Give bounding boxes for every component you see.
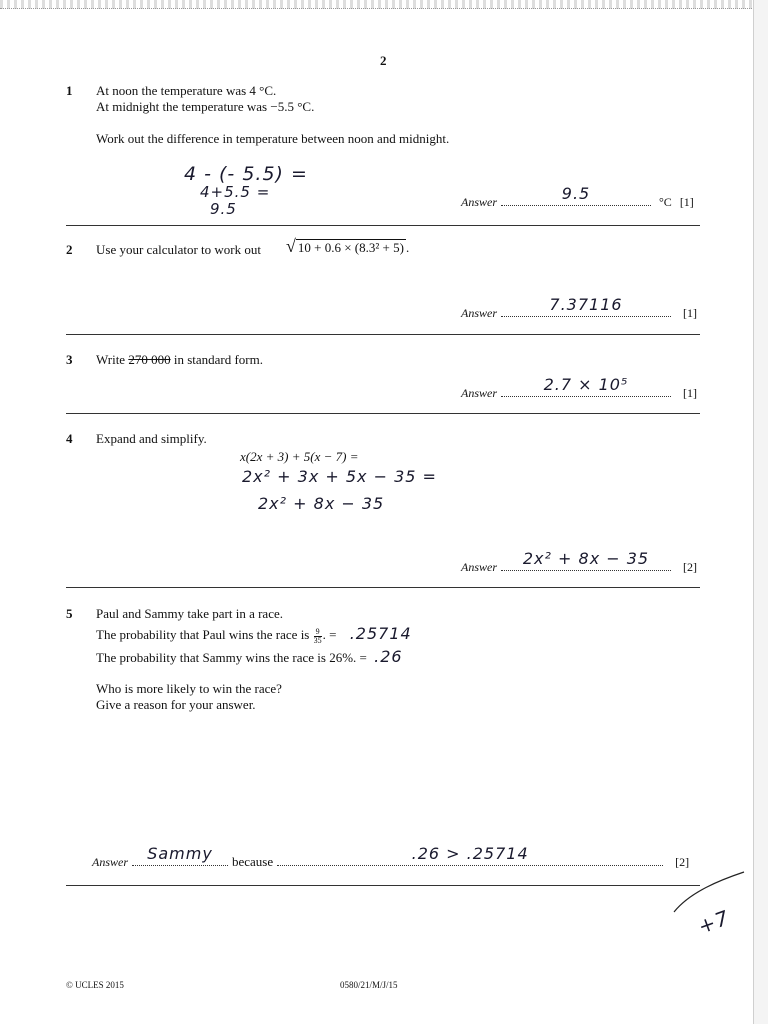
q4-answer-field[interactable] [501,549,671,571]
q4-working-2: 2x² + 8x − 35 [258,494,385,513]
divider-3 [66,413,700,414]
footer-paper-code: 0580/21/M/J/15 [340,980,398,990]
answer-label: Answer [461,560,497,574]
q2-text: Use your calculator to work out [96,242,261,257]
q1-answer-field[interactable] [501,184,651,206]
q1-line-1: At noon the temperature was 4 °C. [96,83,277,98]
q3-text-number: 270 000 [128,352,171,367]
q1-working-2: 4+5.5 = [200,183,271,201]
answer-label: Answer [461,195,497,209]
divider-2 [66,334,700,335]
q1-answer-value: 9.5 [561,184,591,203]
question-number-4: 4 [66,431,73,446]
question-number-2: 2 [66,242,73,257]
q1-answer-line [461,184,694,211]
divider-4 [66,587,700,588]
q2-answer-line [461,295,697,322]
answer-label: Answer [461,306,497,320]
scan-edge-top [0,0,768,9]
q5-line-2 [96,626,412,645]
q5-line-2-text: The probability that Paul wins the race is [96,627,310,642]
q5-paul-working: .25714 [349,624,412,643]
q3-answer-value: 2.7 × 10⁵ [543,375,629,394]
q5-answer-line [92,844,690,871]
q5-line-1: Paul and Sammy take part in a race. [96,606,283,621]
q5-line-2-post: . = [322,627,337,642]
q5-fraction-denominator: 35 [313,635,322,645]
q3-mark: [1] [683,386,697,400]
q5-sammy-working: .26 [374,647,403,666]
q5-reason-value: .26 > .25714 [411,844,529,863]
q1-line-2: At midnight the temperature was −5.5 °C. [96,99,315,114]
footer-copyright: © UCLES 2015 [66,980,124,990]
q2-mark: [1] [683,306,697,320]
q5-mark: [2] [675,855,690,869]
q2-expression [286,238,409,256]
q4-mark: [2] [683,560,697,574]
q5-fraction [314,628,322,645]
page-number: 2 [380,53,387,68]
sqrt-symbol-icon: √ [286,236,296,256]
q1-instruction: Work out the difference in temperature between noon and midnight. [96,131,450,146]
divider-1 [66,225,700,226]
q3-text-post: in standard form. [170,352,263,367]
q4-working-1: 2x² + 3x + 5x − 35 = [242,467,437,486]
answer-label: Answer [461,386,497,400]
q3-text-pre: Write [96,352,129,367]
q2-answer-field[interactable] [501,295,671,317]
q4-answer-value: 2x² + 8x − 35 [522,549,650,568]
q3-answer-line [461,375,697,402]
q2-expression-end: . [405,240,410,255]
q1-mark: [1] [679,195,694,209]
question-number-1: 1 [66,83,73,98]
q5-answer-field[interactable] [132,844,228,866]
q4-answer-line [461,549,697,576]
divider-5 [66,885,700,886]
scan-edge-right [753,0,768,1024]
q4-expression: x(2x + 3) + 5(x − 7) = [240,449,359,464]
q1-working-3: 9.5 [210,200,237,218]
q5-reason-field[interactable] [277,844,663,866]
q5-line-3 [96,649,403,666]
margin-mark-score: +7 [694,905,733,939]
q5-fraction-numerator: 9 [315,626,320,636]
q5-line-3-text: The probability that Sammy wins the race is 26%. = [96,650,367,665]
question-number-3: 3 [66,352,73,367]
q5-because-label: because [232,854,274,869]
q5-answer-value: Sammy [147,844,213,863]
q2-expression-radicand: 10 + 0.6 × (8.3² + 5) [297,240,404,255]
answer-label: Answer [92,855,128,869]
q4-text: Expand and simplify. [96,431,207,446]
q3-text [96,352,263,368]
q5-question-2: Give a reason for your answer. [96,697,256,712]
q1-unit: °C [659,195,672,209]
q3-answer-field[interactable] [501,375,671,397]
q5-question-1: Who is more likely to win the race? [96,681,282,696]
q1-working-1: 4 - (- 5.5) = [184,163,308,185]
question-number-5: 5 [66,606,73,621]
q2-answer-value: 7.37116 [549,295,623,314]
